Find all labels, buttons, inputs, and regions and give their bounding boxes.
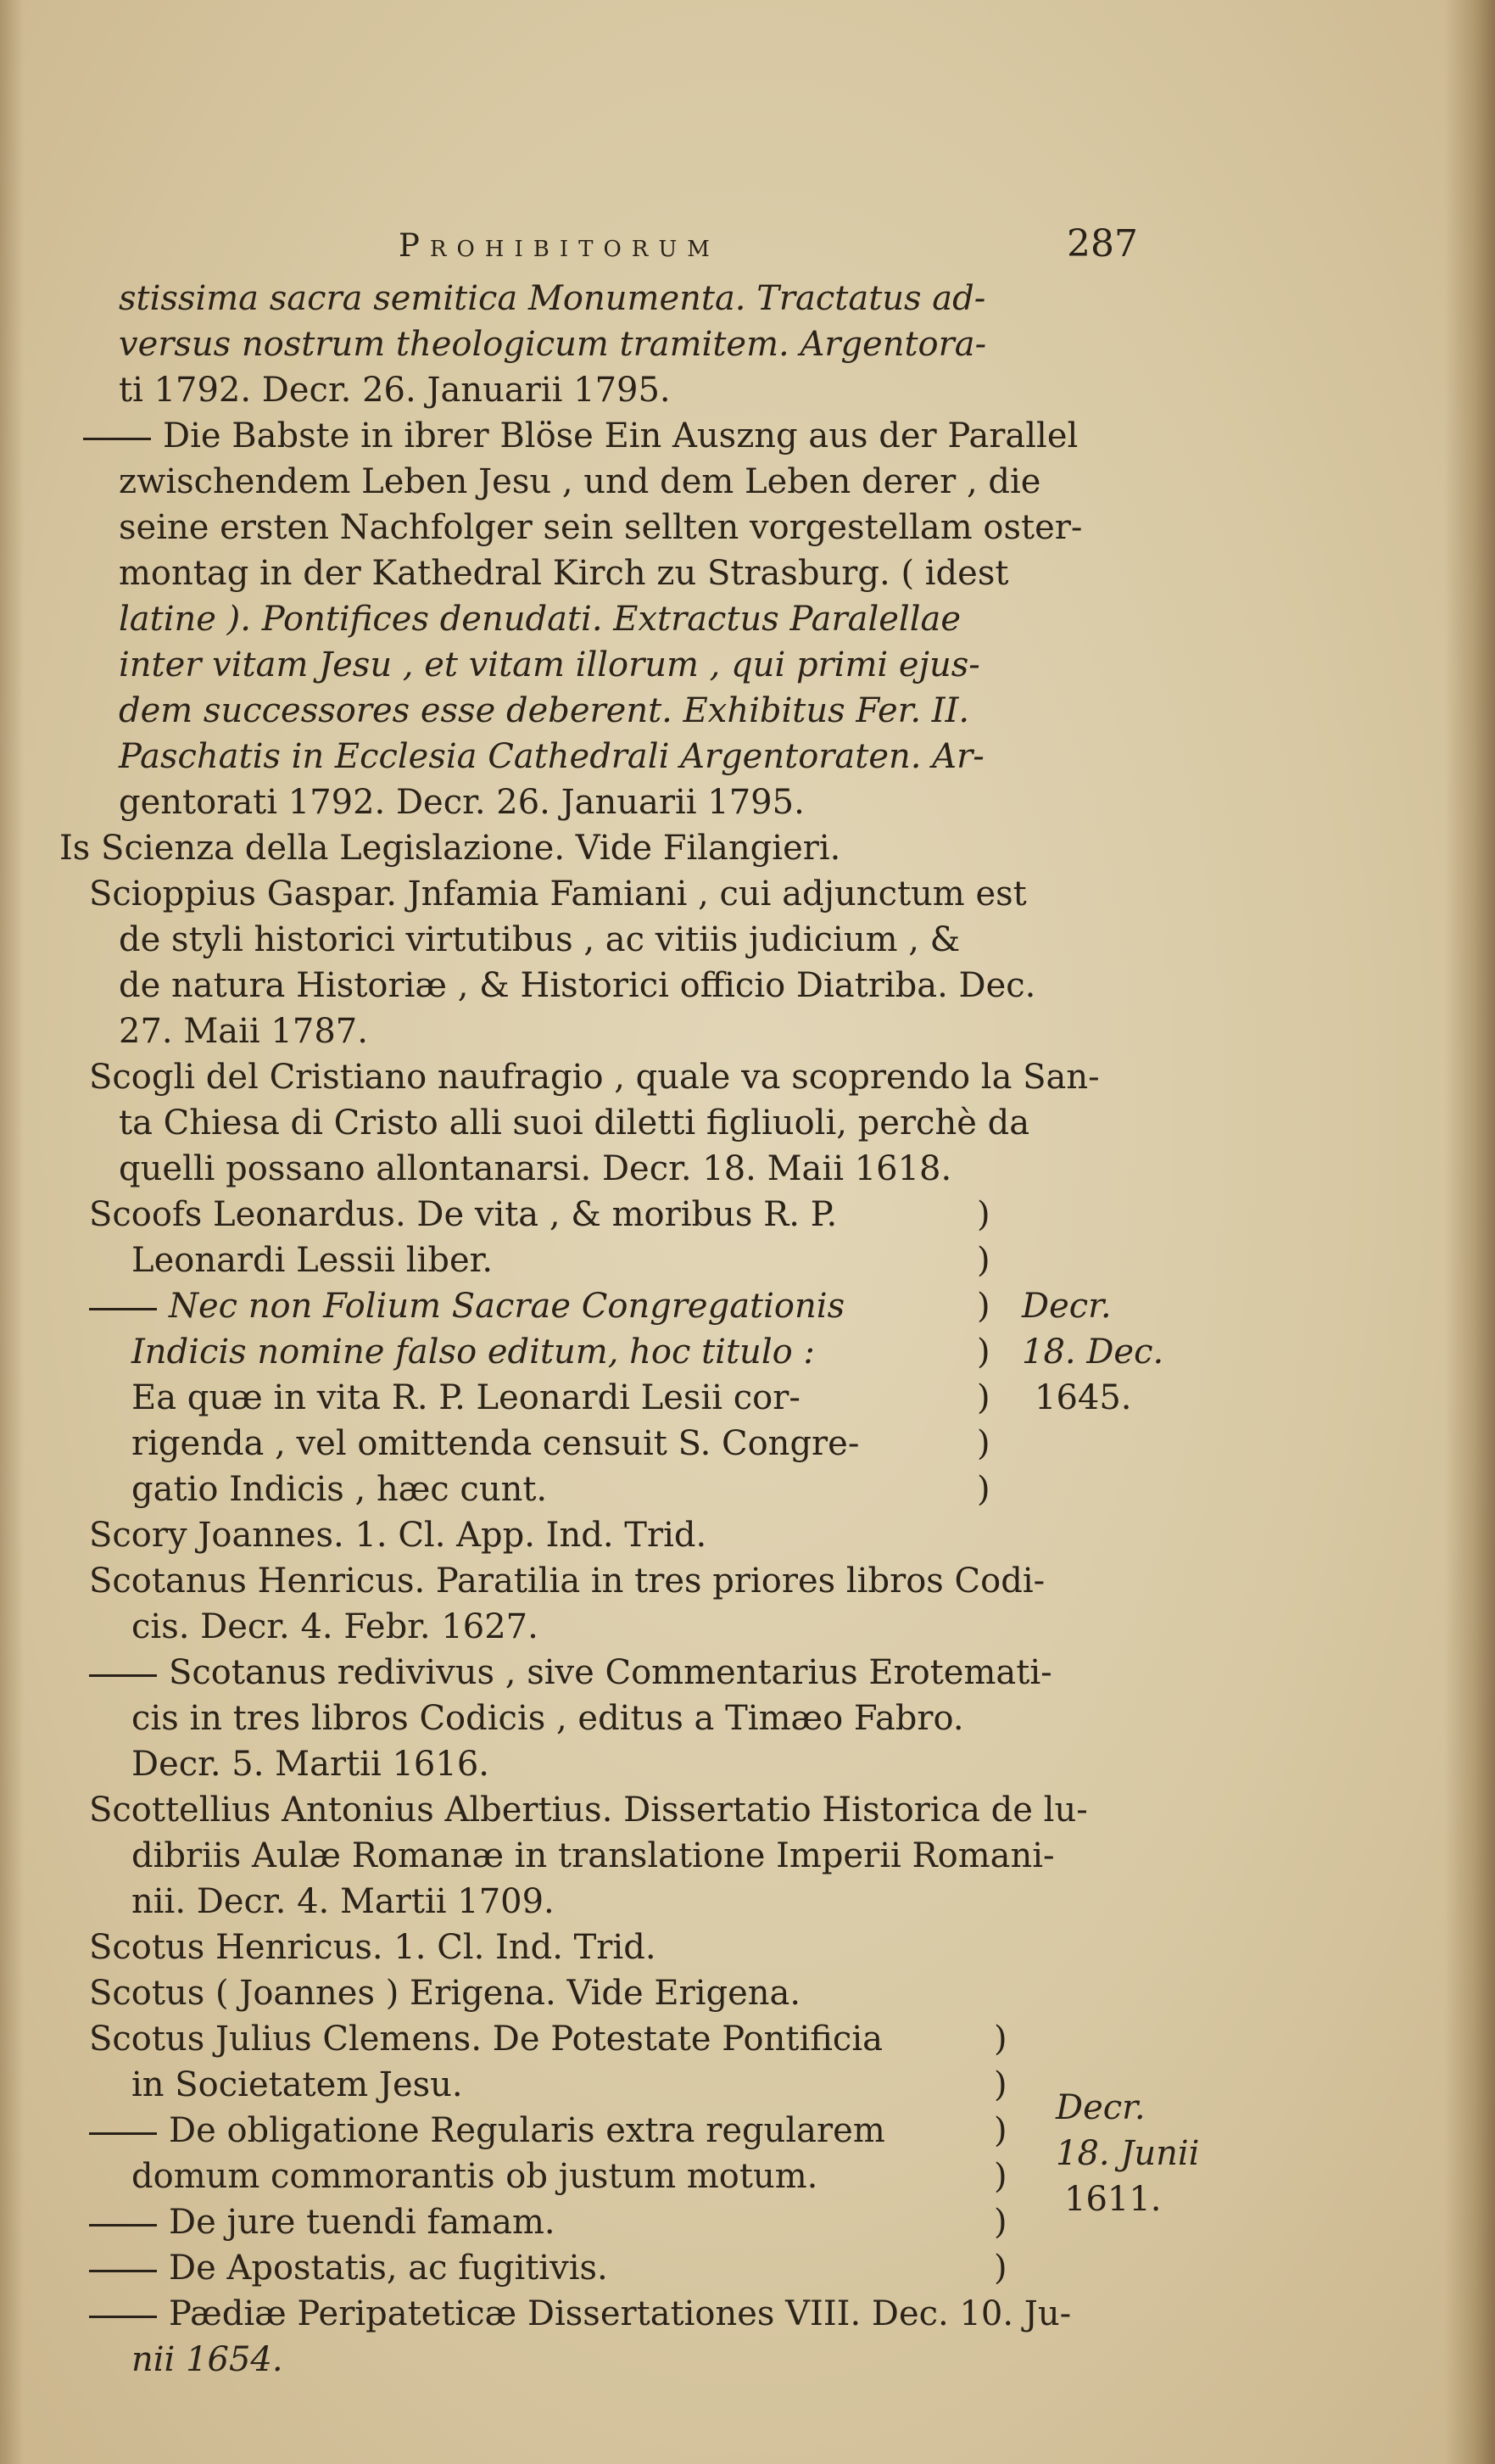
line-text: Nec non Folium Sacrae Congregationis xyxy=(169,1287,845,1326)
line-text: De obligatione Regularis extra regularem xyxy=(169,2111,885,2150)
text-line: Scioppius Gaspar. Jnfamia Famiani , cui adjunctum est xyxy=(89,874,1027,914)
text-line: Scotus Henricus. 1. Cl. Ind. Trid. xyxy=(89,1928,656,1967)
bracket: ) xyxy=(994,2203,1007,2242)
text-line: domum commorantis ob justum motum. xyxy=(131,2157,818,2196)
text-line: montag in der Kathedral Kirch zu Strasburg. ( idest xyxy=(119,554,1009,593)
text-line: Ea quæ in vita R. P. Leonardi Lesii cor- xyxy=(131,1378,800,1417)
text-line: Scoofs Leonardus. De vita , & moribus R. P. xyxy=(89,1195,838,1234)
side-note: 18. Dec. xyxy=(1022,1333,1164,1372)
text-line: inter vitam Jesu , et vitam illorum , qui primi ejus- xyxy=(119,645,980,684)
side-note: 1645. xyxy=(1035,1378,1132,1417)
text-line xyxy=(89,1283,845,1329)
bracket: ) xyxy=(994,2249,1007,2288)
text-line: dibriis Aulæ Romanæ in translatione Imperii Romani- xyxy=(131,1836,1055,1875)
page-number: 287 xyxy=(1067,222,1138,265)
bracket: ) xyxy=(977,1470,990,1509)
side-note: Decr. xyxy=(1022,1287,1112,1326)
bracket: ) xyxy=(994,2020,1007,2059)
text-line: nii 1654. xyxy=(131,2340,283,2379)
text-line: gentorati 1792. Decr. 26. Januarii 1795. xyxy=(119,783,805,822)
bracket: ) xyxy=(977,1195,990,1234)
side-note: 1611. xyxy=(1064,2180,1162,2219)
side-note: 18. Junii xyxy=(1056,2134,1200,2173)
text-line: de styli historici virtutibus , ac vitiis judicium , & xyxy=(119,920,961,959)
entry-dash xyxy=(89,2316,157,2318)
bracket: ) xyxy=(994,2157,1007,2196)
text-line: zwischendem Leben Jesu , und dem Leben derer , die xyxy=(119,462,1041,501)
line-text: De Apostatis, ac fugitivis. xyxy=(169,2249,608,2288)
text-line: de natura Historiæ , & Historici officio Diatriba. Dec. xyxy=(119,966,1036,1005)
text-line: Decr. 5. Martii 1616. xyxy=(131,1745,489,1784)
text-line xyxy=(89,2291,1071,2337)
line-text: Scotanus redivivus , sive Commentarius Erotemati- xyxy=(169,1653,1052,1692)
entry-dash xyxy=(83,438,151,440)
text-line: Scory Joannes. 1. Cl. App. Ind. Trid. xyxy=(89,1516,707,1555)
bracket: ) xyxy=(977,1287,990,1326)
text-line: cis. Decr. 4. Febr. 1627. xyxy=(131,1607,538,1646)
text-line xyxy=(89,1650,1052,1696)
text-line: versus nostrum theologicum tramitem. Argentora- xyxy=(119,325,987,364)
side-note: Decr. xyxy=(1056,2088,1146,2127)
running-title: Prohibitorum xyxy=(399,227,720,264)
line-text: De jure tuendi famam. xyxy=(169,2203,555,2242)
text-line xyxy=(89,2108,885,2154)
entry-dash xyxy=(89,1308,157,1310)
entry-dash xyxy=(89,1674,157,1677)
text-line: ti 1792. Decr. 26. Januarii 1795. xyxy=(119,371,671,410)
text-line: Indicis nomine falso editum, hoc titulo : xyxy=(131,1333,815,1372)
text-line: Is Scienza della Legislazione. Vide Filangieri. xyxy=(59,829,841,868)
text-line: Paschatis in Ecclesia Cathedrali Argentoraten. Ar- xyxy=(119,737,985,776)
bracket: ) xyxy=(977,1241,990,1280)
text-line: nii. Decr. 4. Martii 1709. xyxy=(131,1882,555,1921)
text-line: seine ersten Nachfolger sein sellten vorgestellam oster- xyxy=(119,508,1083,547)
text-line: dem successores esse deberent. Exhibitus Fer. II. xyxy=(119,691,970,730)
text-line: Scotus Julius Clemens. De Potestate Pontificia xyxy=(89,2020,883,2059)
text-line xyxy=(89,2245,608,2291)
page-shadow-right xyxy=(1444,0,1495,2464)
text-line: Scotanus Henricus. Paratilia in tres priores libros Codi- xyxy=(89,1562,1046,1601)
bracket: ) xyxy=(977,1424,990,1463)
page-shadow-left xyxy=(0,0,24,2464)
text-line: cis in tres libros Codicis , editus a Timæo Fabro. xyxy=(131,1699,964,1738)
text-line: rigenda , vel omittenda censuit S. Congre- xyxy=(131,1424,860,1463)
text-line: Scotus ( Joannes ) Erigena. Vide Erigena. xyxy=(89,1974,801,2013)
text-line: stissima sacra semitica Monumenta. Tractatus ad- xyxy=(119,279,986,318)
text-line: Scottellius Antonius Albertius. Dissertatio Historica de lu- xyxy=(89,1791,1088,1830)
text-line: in Societatem Jesu. xyxy=(131,2065,463,2104)
line-text: Die Babste in ibrer Blöse Ein Auszng aus der Parallel xyxy=(163,416,1079,455)
bracket: ) xyxy=(994,2065,1007,2104)
text-line: gatio Indicis , hæc cunt. xyxy=(131,1470,548,1509)
text-line xyxy=(89,2199,555,2245)
line-text: Pædiæ Peripateticæ Dissertationes VIII. Dec. 10. Ju- xyxy=(169,2294,1072,2333)
text-line: ta Chiesa di Cristo alli suoi diletti figliuoli, perchè da xyxy=(119,1103,1030,1143)
text-line xyxy=(83,413,1078,459)
bracket: ) xyxy=(994,2111,1007,2150)
text-line: Scogli del Cristiano naufragio , quale va scoprendo la San- xyxy=(89,1058,1100,1097)
text-line: Leonardi Lessii liber. xyxy=(131,1241,494,1280)
text-line: latine ). Pontifices denudati. Extractus Paralellae xyxy=(119,600,962,639)
text-line: 27. Maii 1787. xyxy=(119,1012,368,1051)
bracket: ) xyxy=(977,1378,990,1417)
entry-dash xyxy=(89,2132,157,2135)
entry-dash xyxy=(89,2270,157,2272)
entry-dash xyxy=(89,2224,157,2227)
text-line: quelli possano allontanarsi. Decr. 18. Maii 1618. xyxy=(119,1149,952,1188)
bracket: ) xyxy=(977,1333,990,1372)
